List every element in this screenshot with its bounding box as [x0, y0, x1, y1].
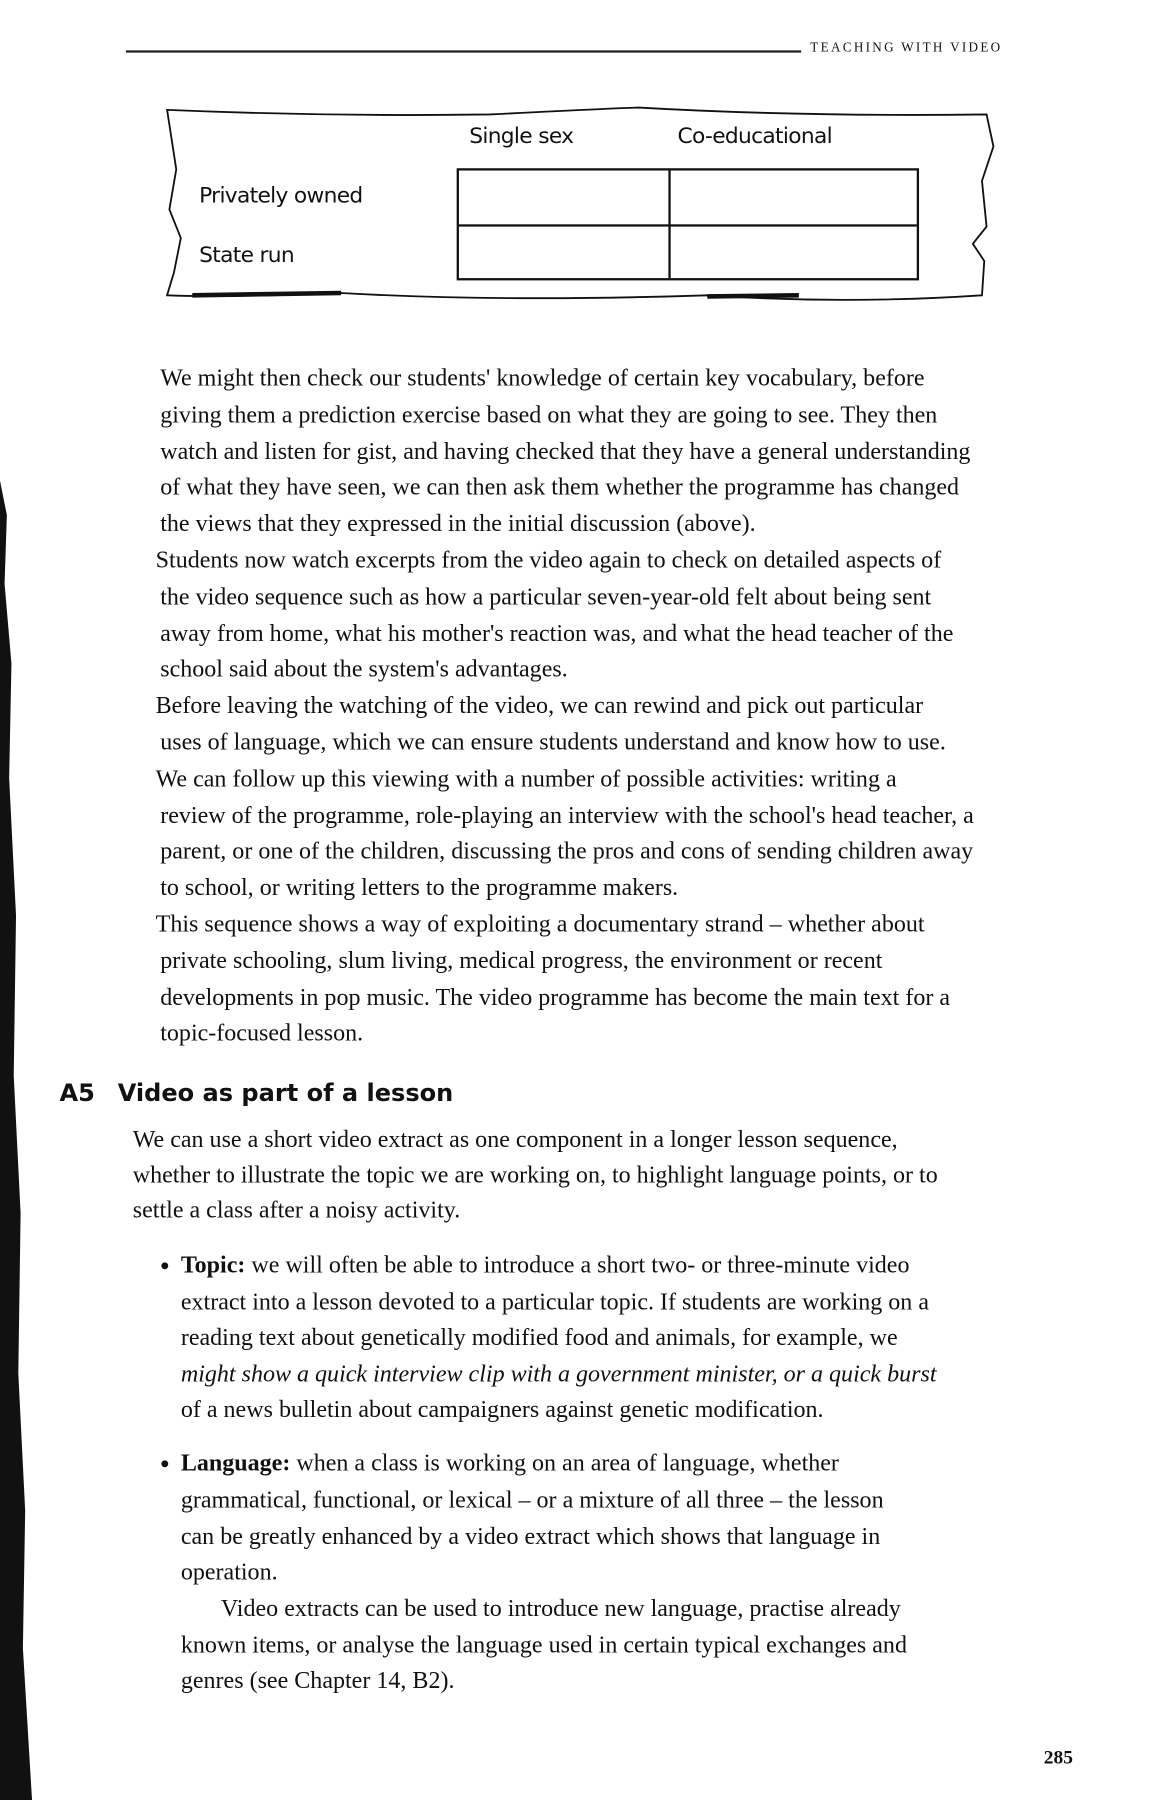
column-header-co-educational: Co-educational	[677, 123, 832, 149]
classification-grid	[457, 168, 919, 280]
section-number: A5	[59, 1079, 95, 1107]
row-label-privately-owned: Privately owned	[199, 183, 363, 209]
body-text-line: private schooling, slum living, medical progress, the environment or recent	[160, 946, 883, 974]
bullet-icon	[161, 1460, 168, 1467]
language-line: known items, or analyse the language used in certain typical exchanges and	[180, 1630, 907, 1659]
body-text-line: developments in pop music. The video programme has become the main text for a	[160, 982, 951, 1011]
row-label-state-run: State run	[199, 242, 294, 268]
header-rule	[126, 50, 801, 52]
topic-line	[181, 1355, 937, 1392]
intro-line: whether to illustrate the topic we are working on, to highlight language points, or to	[132, 1160, 938, 1188]
language-text: when a class is working on an area of language, whether	[290, 1448, 839, 1477]
body-text-line: uses of language, which we can ensure students understand and know how to use.	[160, 727, 946, 756]
intro-line: settle a class after a noisy activity.	[132, 1196, 461, 1224]
language-line: operation.	[180, 1557, 278, 1586]
body-text-line: school said about the system's advantages.	[160, 655, 568, 683]
topic-line: of a news bulletin about campaigners against genetic modification.	[180, 1395, 824, 1423]
body-text-line: Before leaving the watching of the video, we can rewind and pick out particular	[155, 691, 924, 719]
body-text-line: We might then check our students' knowledge of certain key vocabulary, before	[160, 363, 925, 392]
bullet-icon	[161, 1262, 168, 1269]
body-text-line: the views that they expressed in the initial discussion (above).	[160, 509, 756, 537]
body-text-line: of what they have seen, we can then ask them whether the programme has changed	[160, 473, 960, 501]
body-text-line: topic-focused lesson.	[160, 1019, 364, 1047]
intro-line: We can use a short video extract as one component in a longer lesson sequence,	[132, 1125, 898, 1153]
body-text-line: parent, or one of the children, discussing the pros and cons of sending children away	[160, 837, 974, 865]
topic-label: Topic:	[180, 1250, 246, 1279]
body-text-line: This sequence shows a way of exploiting a documentary strand – whether about	[155, 909, 925, 938]
body-text-line: the video sequence such as how a particular seven-year-old felt about being sent	[160, 582, 932, 610]
topic-line: reading text about genetically modified food and animals, for example, we	[180, 1323, 898, 1351]
topic-text: we will often be able to introduce a short two- or three-minute video	[245, 1250, 910, 1279]
body-text-line: to school, or writing letters to the programme makers.	[160, 873, 679, 901]
body-text-line: watch and listen for gist, and having checked that they have a general understanding	[160, 436, 971, 465]
language-line: grammatical, functional, or lexical – or a mixture of all three – the lesson	[180, 1485, 884, 1514]
body-text-line: away from home, what his mother's reaction was, and what the head teacher of the	[160, 618, 954, 647]
body-text-line: giving them a prediction exercise based on what they are going to see. They then	[160, 400, 938, 428]
body-text-line: review of the programme, role-playing an interview with the school's head teacher, a	[160, 800, 974, 829]
topic-line	[181, 1246, 910, 1283]
topic-italic-text: might show a quick interview clip with a government minister, or a quick burst	[180, 1359, 937, 1388]
language-line: genres (see Chapter 14, B2).	[180, 1666, 455, 1694]
language-line	[181, 1444, 839, 1481]
running-header: TEACHING WITH VIDEO	[810, 41, 1003, 55]
page-number: 285	[1043, 1746, 1073, 1769]
language-line: Video extracts can be used to introduce new language, practise already	[220, 1594, 901, 1622]
body-text-line: We can follow up this viewing with a number of possible activities: writing a	[155, 764, 897, 792]
column-header-single-sex: Single sex	[469, 123, 574, 149]
section-title: Video as part of a lesson	[117, 1079, 454, 1107]
topic-line: extract into a lesson devoted to a particular topic. If students are working on a	[180, 1287, 930, 1316]
language-line: can be greatly enhanced by a video extract which shows that language in	[180, 1522, 881, 1550]
scan-shadow-edge	[0, 481, 46, 1800]
section-heading	[60, 1079, 454, 1106]
language-label: Language:	[180, 1448, 291, 1477]
body-text-line: Students now watch excerpts from the video again to check on detailed aspects of	[155, 545, 942, 574]
